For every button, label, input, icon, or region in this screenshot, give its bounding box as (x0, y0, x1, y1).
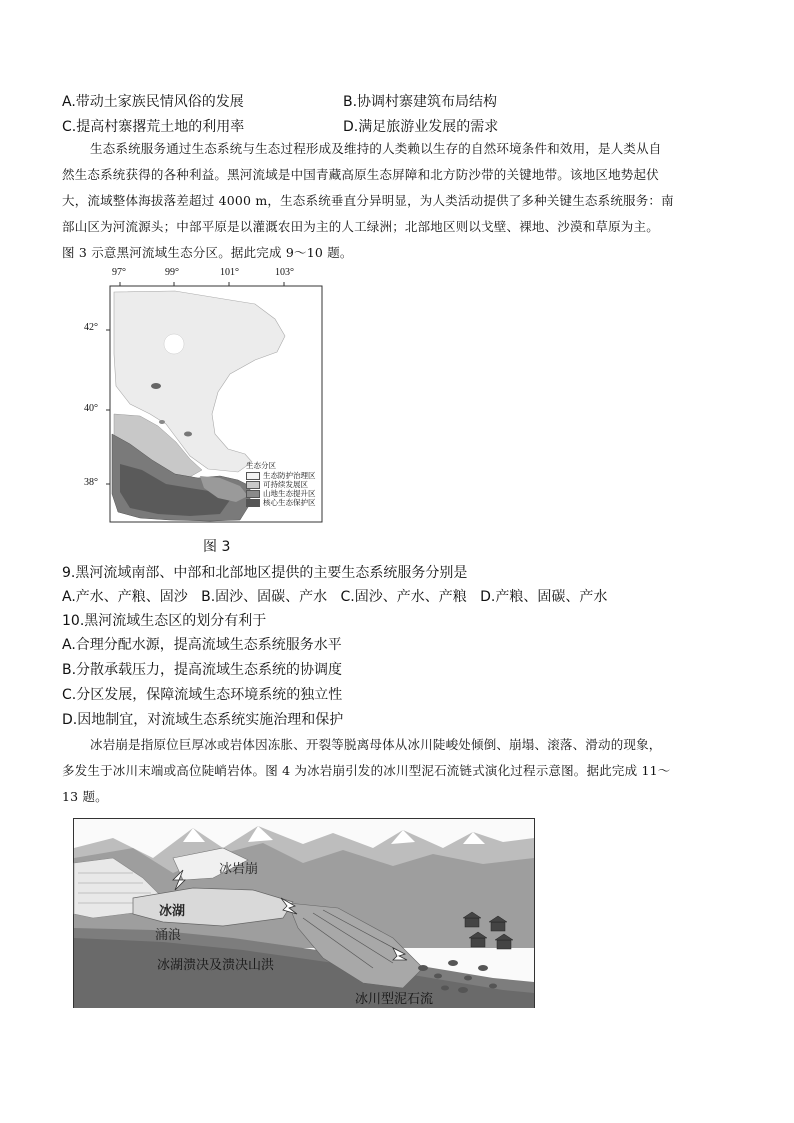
label-surge-wave: 涌浪 (155, 928, 182, 943)
map-legend (246, 460, 316, 507)
passage-1-line-2: 然生态系统获得的各种利益。黑河流域是中国青藏高原生态屏障和北方防沙带的关键地带。该地区地势起伏 (62, 167, 659, 182)
q10-option-d: D.因地制宜，对流域生态系统实施治理和保护 (62, 712, 344, 728)
figure-3-caption: 图 3 (203, 539, 231, 555)
q8-option-a: A.带动土家族民情风俗的发展 (62, 94, 244, 110)
label-ice-rock-avalanche: 冰岩崩 (219, 862, 259, 877)
q9-options: A.产水、产粮、固沙 B.固沙、固碳、产水 C.固沙、产水、产粮 D.产粮、固碳、产水 (62, 589, 608, 605)
label-lake-outburst-flood: 冰湖溃决及溃决山洪 (157, 958, 275, 973)
lon-tick-97: 97° (112, 267, 126, 278)
q8-option-c: C.提高村寨撂荒土地的利用率 (62, 119, 245, 135)
legend-swatch (246, 499, 260, 507)
lat-tick-38: 38° (84, 477, 98, 488)
passage-1 (62, 136, 730, 266)
q8-option-b: B.协调村寨建筑布局结构 (343, 94, 498, 110)
passage-2-line-1: 冰岩崩是指原位巨厚冰或岩体因冻胀、开裂等脱离母体从冰川陡峻处倾倒、崩塌、滚落、滑动的现象， (90, 737, 662, 752)
lat-tick-42: 42° (84, 322, 98, 333)
legend-title: 生态分区 (246, 461, 276, 470)
passage-1-line-5: 图 3 示意黑河流域生态分区。据此完成 9～10 题。 (62, 245, 353, 260)
diagram-drawing (73, 818, 535, 1008)
legend-label: 核心生态保护区 (263, 498, 316, 507)
legend-label: 生态防护治理区 (263, 471, 316, 480)
passage-1-line-3: 大，流域整体海拔落差超过 4000 m，生态系统垂直分异明显，为人类活动提供了多种关键生态系统服务：南 (62, 193, 674, 208)
q8-option-d: D.满足旅游业发展的需求 (343, 119, 499, 135)
passage-2 (62, 732, 730, 810)
figure-4-diagram (73, 818, 535, 1008)
legend-swatch (246, 490, 260, 498)
legend-label: 可持续发展区 (263, 480, 308, 489)
label-glacial-lake: 冰湖 (159, 904, 186, 919)
passage-2-line-3: 13 题。 (62, 789, 108, 804)
legend-swatch (246, 481, 260, 489)
legend-item (246, 498, 316, 507)
q10-option-a: A.合理分配水源，提高流域生态系统服务水平 (62, 637, 342, 653)
passage-2-line-2: 多发生于冰川末端或高位陡峭岩体。图 4 为冰岩崩引发的冰川型泥石流链式演化过程示意图。据此完成 11～ (62, 763, 671, 778)
lat-tick-40: 40° (84, 403, 98, 414)
lon-tick-103: 103° (275, 267, 294, 278)
lon-tick-99: 99° (165, 267, 179, 278)
q10-stem: 10.黑河流域生态区的划分有利于 (62, 613, 267, 629)
passage-1-line-1: 生态系统服务通过生态系统与生态过程形成及维持的人类赖以生存的自然环境条件和效用，是人类从自 (90, 141, 662, 156)
passage-1-line-4: 部山区为河流源头；中部平原是以灌溉农田为主的人工绿洲；北部地区则以戈壁、裸地、沙漠和草原为主。 (62, 219, 659, 234)
label-glacial-debris-flow: 冰川型泥石流 (355, 992, 434, 1007)
q10-option-c: C.分区发展，保障流域生态环境系统的独立性 (62, 687, 343, 703)
figure-3-map (80, 264, 340, 536)
q10-option-b: B.分散承载压力，提高流域生态系统的协调度 (62, 662, 343, 678)
legend-label: 山地生态提升区 (263, 489, 316, 498)
q9-stem: 9.黑河流域南部、中部和北部地区提供的主要生态系统服务分别是 (62, 565, 468, 581)
legend-swatch (246, 472, 260, 480)
lon-tick-101: 101° (220, 267, 239, 278)
